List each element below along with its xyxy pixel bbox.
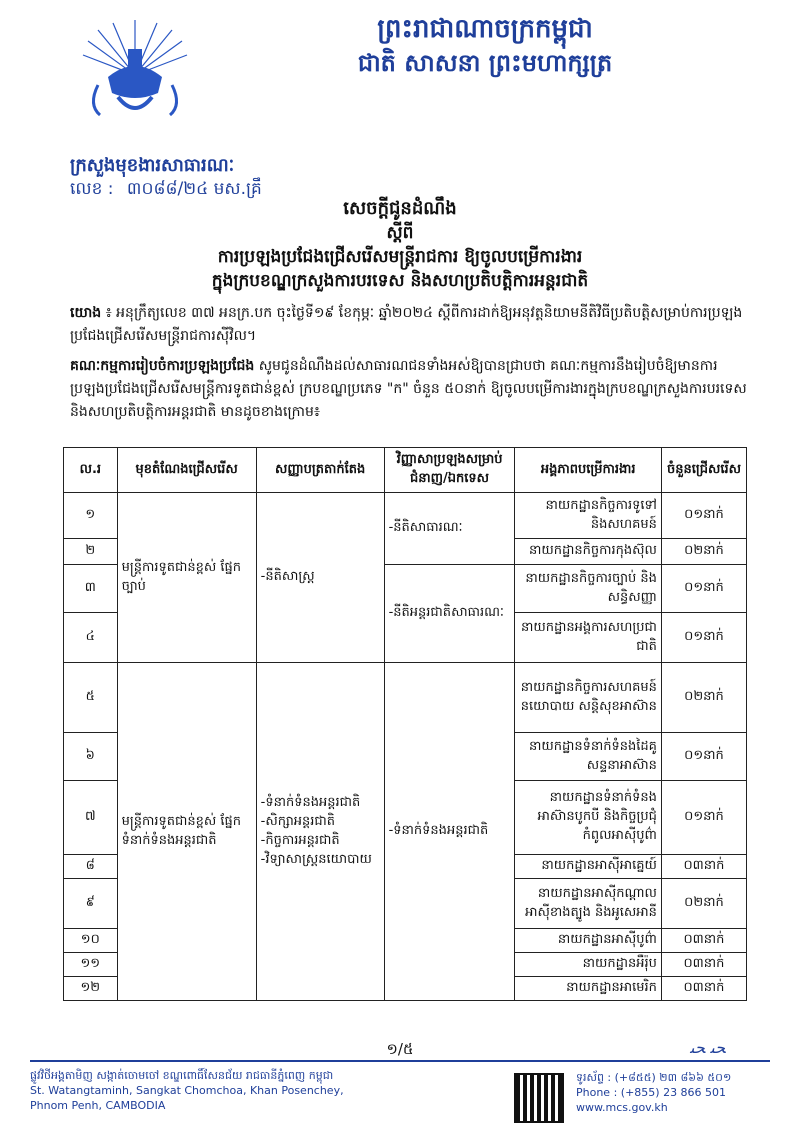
degree-cell [256,663,384,1001]
document-subject-line2: ក្នុងក្របខណ្ឌក្រសួងការបរទេស និងសហប្រតិបត្តិការអន្តរជាតិ [211,271,589,291]
ref-value: ៣០៨៨/២៤ មស.គ្រឹ [126,179,262,199]
qr-code-icon [514,1073,564,1123]
row-no: ១ [64,493,118,539]
table-row [64,493,747,539]
document-subject-line1: ការប្រឡងប្រជែងជ្រើសរើសមន្ត្រីរាជការ ឱ្យចូលបម្រើការងារ [217,247,583,267]
document-title: សេចក្តីជូនដំណឹង [343,198,457,219]
row-no: ៦ [64,733,118,781]
unit-cell: នាយកដ្ឋានកិច្ចការកុងស៊ុល [515,539,661,565]
row-no: ៨ [64,855,118,879]
count-cell: ០២នាក់ [661,879,746,929]
count-cell: ០១នាក់ [661,565,746,613]
address-english-1: St. Watangtaminh, Sangkat Chomchoa, Khan Posenchey, [30,1084,344,1097]
count-cell: ០៣នាក់ [661,929,746,953]
degree-item: -កិច្ចការអន្តរជាតិ [260,832,340,848]
table-header-row [64,448,747,493]
row-no: ១០ [64,929,118,953]
row-no: ១១ [64,953,118,977]
row-no: ៧ [64,781,118,855]
committee-text: សូមជូនដំណឹងដល់សាធារណជនទាំងអស់ឱ្យបានជ្រាបថា គណៈកម្មការនឹងរៀបចំឱ្យមានការប្រឡងប្រជែងជ្រើសរើសមន្ត្រីការទូតជាន់ខ្ពស់ ក្របខណ្ឌប្រភេទ "ក" ចំនួន ៥០នាក់ ឱ្យចូលបម្រើការងារក្នុងក្របខណ្ឌក្រសួងការបរទេស និងសហប្រតិបត្តិការអន្តរជាតិ មានដូចខាងក្រោម៖ [70,358,747,420]
initials-signature: ﺤﯩ ﺤﯩ [690,1038,726,1057]
degree-item: -វិទ្យាសាស្ត្រនយោបាយ [260,851,372,867]
row-no: ១២ [64,977,118,1001]
document-about: ស្តីពី [386,223,414,243]
phone-khmer: ទូរស័ព្ទ : (+៨៥៥) ២៣ ៨៦៦ ៥០១ [576,1071,732,1084]
address-khmer: ផ្លូវវិថីអង្គតាមិញ សង្កាត់ចោមចៅ ខណ្ឌពោធិ៍សែនជ័យ រាជធានីភ្នំពេញ កម្ពុជា [30,1069,334,1082]
unit-cell: នាយកដ្ឋានទំនាក់ទំនងអាស៊ានបូកបី និងកិច្ចប្រជុំកំពូលអាស៊ីបូព៌ា [515,781,661,855]
header-subject: វិញ្ញាសាប្រឡងសម្រាប់ជំនាញ/ឯកទេស [384,448,515,493]
footer-address [30,1068,500,1113]
position-cell: មន្ត្រីការទូតជាន់ខ្ពស់ ផ្នែកច្បាប់ [117,493,256,663]
header-no: ល.រ [64,448,118,493]
unit-cell: នាយកដ្ឋានអាស៊ីអាគ្នេយ៍ [515,855,661,879]
royal-emblem-icon [78,15,193,130]
degree-item: -ទំនាក់ទំនងអន្តរជាតិ [260,794,361,810]
row-no: ២ [64,539,118,565]
ref-label: លេខ : [70,179,114,199]
website-link[interactable]: www.mcs.gov.kh [576,1101,668,1114]
count-cell: ០៣នាក់ [661,977,746,1001]
unit-cell: នាយកដ្ឋានអាមេរិក [515,977,661,1001]
count-cell: ០១នាក់ [661,613,746,663]
unit-cell: នាយកដ្ឋានកិច្ចការច្បាប់ និងសន្ធិសញ្ញា [515,565,661,613]
phone-english: Phone : (+855) 23 866 501 [576,1086,727,1099]
count-cell: ០២នាក់ [661,663,746,733]
unit-cell: នាយកដ្ឋានអឺរ៉ុប [515,953,661,977]
row-no: ៥ [64,663,118,733]
unit-cell: នាយកដ្ឋានទំនាក់ទំនងដៃគូសន្ទនាអាស៊ាន [515,733,661,781]
row-no: ៩ [64,879,118,929]
kingdom-title: ព្រះរាជាណាចក្រកម្ពុជា [377,14,593,44]
committee-paragraph [70,355,750,424]
page-number: ១/៥ [386,1040,414,1058]
row-no: ៤ [64,613,118,663]
table-row [64,663,747,733]
unit-cell: នាយកដ្ឋានអាស៊ីកណ្តាល អាស៊ីខាងត្បូង និងអូសេអានី [515,879,661,929]
count-cell: ០១នាក់ [661,493,746,539]
header-unit: អង្គភាពបម្រើការងារ [515,448,661,493]
unit-cell: នាយកដ្ឋានកិច្ចការសហគមន៍នយោបាយ សន្តិសុខអាស៊ាន [515,663,661,733]
subject-cell: -នីតិអន្តរជាតិសាធារណៈ [384,565,515,663]
count-cell: ០៣នាក់ [661,855,746,879]
count-cell: ០១នាក់ [661,781,746,855]
subject-cell: -នីតិសាធារណៈ [384,493,515,565]
position-cell: មន្ត្រីការទូតជាន់ខ្ពស់ ផ្នែកទំនាក់ទំនងអន្តរជាតិ [117,663,256,1001]
reference-text: ៖ អនុក្រឹត្យលេខ ៣៧ អនក្រ.បក ចុះថ្ងៃទី១៩ ខែកុម្ភៈ ឆ្នាំ២០២៤ ស្តីពីការដាក់ឱ្យអនុវត្តនិយាមនីតិវិធីប្រតិបត្តិសម្រាប់ការប្រឡងប្រជែងជ្រើសរើសមន្ត្រីរាជការស៊ីវិល។ [70,305,743,344]
count-cell: ០២នាក់ [661,539,746,565]
header-position: មុខតំណែងជ្រើសរើស [117,448,256,493]
degree-cell: -នីតិសាស្ត្រ [256,493,384,663]
committee-label: គណៈកម្មការរៀបចំការប្រឡងប្រជែង [70,358,255,374]
row-no: ៣ [64,565,118,613]
unit-cell: នាយកដ្ឋានកិច្ចការទូទៅ និងសហគមន៍ [515,493,661,539]
header-degree: សញ្ញាបត្រតាក់តែង [256,448,384,493]
footer-contact [576,1070,776,1115]
count-cell: ០៣នាក់ [661,953,746,977]
header-count: ចំនួនជ្រើសរើស [661,448,746,493]
reference-paragraph [70,302,750,348]
subject-cell: -ទំនាក់ទំនងអន្តរជាតិ [384,663,515,1001]
address-english-2: Phnom Penh, CAMBODIA [30,1099,166,1112]
recruitment-table [63,447,747,1001]
footer-divider [30,1060,770,1062]
unit-cell: នាយកដ្ឋានអាស៊ីបូព៌ា [515,929,661,953]
ministry-name: ក្រសួងមុខងារសាធារណៈ [70,155,235,176]
count-cell: ០១នាក់ [661,733,746,781]
reference-label: យោង [70,305,102,321]
degree-item: -សិក្សាអន្តរជាតិ [260,813,336,829]
unit-cell: នាយកដ្ឋានអង្គការសហប្រជាជាតិ [515,613,661,663]
national-motto: ជាតិ សាសនា ព្រះមហាក្សត្រ [357,48,613,77]
